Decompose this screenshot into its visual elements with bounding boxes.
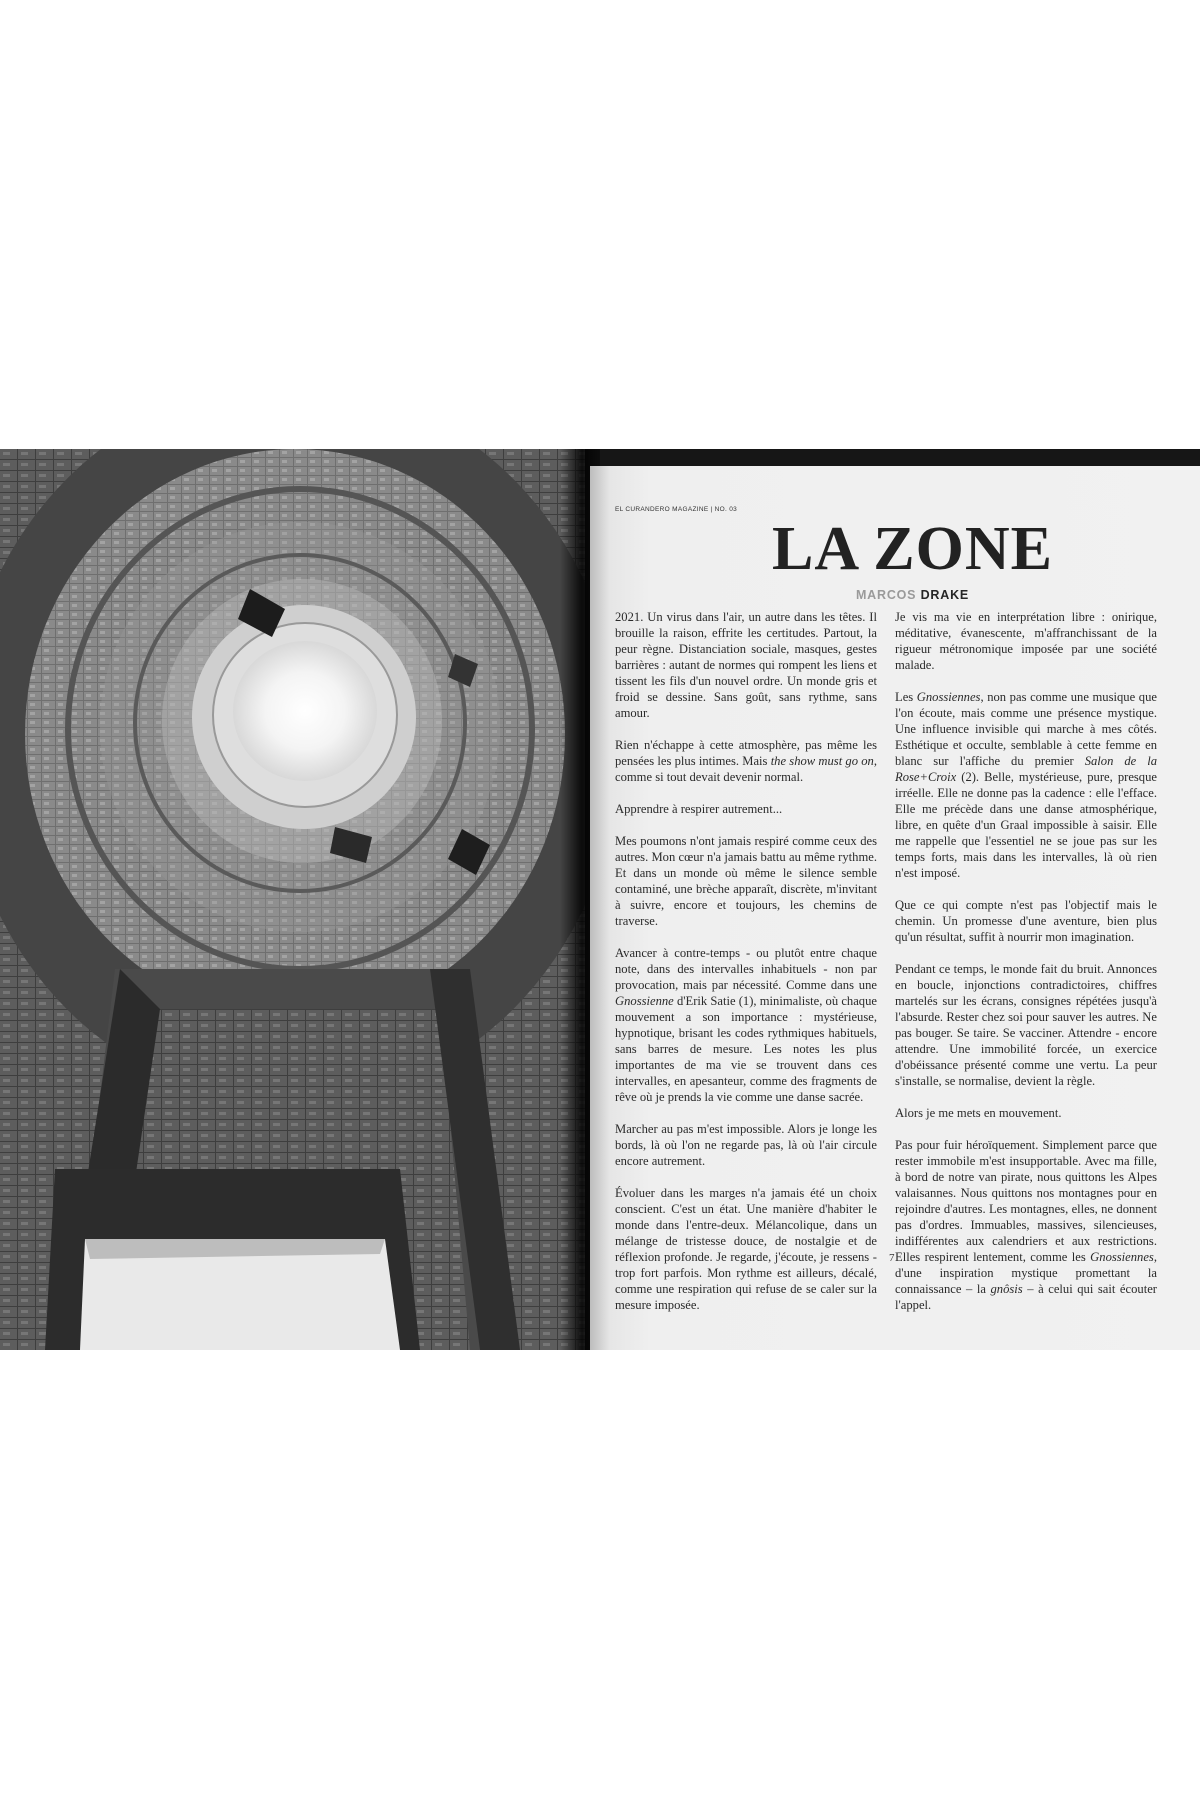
text-run: 2021. Un virus dans l'air, un autre dans les têtes. Il brouille la raison, effrite les certitudes. Partout, la peur règne. Distanciation sociale, masques, gestes barrières : autant de normes qui rompent les liens et tissent les fils d'un nouvel ordre. Un monde gris et froid se dessine. Sans goût, sans rythme, sans amour.: [615, 610, 877, 720]
text-run: Rien n'échappe à cette atmosphère, pas même les pensées les plus intimes. Mais: [615, 738, 877, 768]
author-last-name: DRAKE: [920, 588, 970, 602]
text-run: Marcher au pas m'est impossible. Alors je longe les bords, là où l'on ne regarde pas, là où l'air circule encore autrement.: [615, 1122, 877, 1168]
paragraph: [895, 1137, 1157, 1313]
italic-text: Gnossiennes: [916, 690, 981, 704]
text-run: Avancer à contre-temps - ou plutôt entre chaque note, dans des intervalles inhabituels - non par provocation, mais par nécessité. Comme dans une: [615, 946, 877, 992]
text-run: Que ce qui compte n'est pas l'objectif mais le chemin. Un promesse d'une aventure, bien plus qu'un résultat, suffit à nourrir mon imagination.: [895, 898, 1157, 944]
italic-text: the show must go on: [770, 754, 874, 768]
paragraph: [895, 689, 1157, 881]
text-run: , comme si tout devait devenir normal.: [615, 754, 877, 784]
article-title: LA ZONE: [772, 515, 1053, 583]
author-byline: [590, 588, 1200, 602]
paragraph: [615, 609, 877, 721]
page-number: 7: [889, 1252, 895, 1264]
text-run: Apprendre à respirer autrement...: [615, 802, 783, 816]
italic-text: Salon de la Rose+Croix: [895, 754, 1157, 784]
article-column-right: [895, 609, 1157, 1329]
paragraph: [895, 961, 1157, 1089]
article-column-left: [615, 609, 877, 1329]
photo-page: [0, 449, 585, 1350]
text-run: , non pas comme une musique que l'on écoute, mais comme une présence mystique. Une influence invisible qui marche à mes côtés. Esthétique et occulte, semblable à cette femme en blanc sur l'affiche du premier: [895, 690, 1157, 768]
italic-text: Gnossienne: [615, 994, 674, 1008]
magazine-spread: [0, 449, 1200, 1350]
magazine-label: EL CURANDERO MAGAZINE | NO. 03: [615, 506, 738, 513]
paragraph: [895, 609, 1157, 673]
italic-text: gnôsis: [990, 1282, 1023, 1296]
text-run: Pas pour fuir héroïquement. Simplement parce que rester immobile m'est insupportable. Avec ma fille, à bord de notre van pirate, nous quittons les Alpes valaisannes. Nous quittons nos montagnes pour en rejoindre d'autres. Les montagnes, elles, ne donnent pas d'ordres. Immuables, massives, silencieuses, indifférentes aux calendriers et aux restrictions. Elles respirent lentement, comme les: [895, 1138, 1157, 1264]
text-run: – à celui qui sait écouter l'appel.: [895, 1282, 1157, 1312]
text-run: d'Erik Satie (1), minimaliste, où chaque mouvement a son importance : mystérieuse, hypnotique, brisant les codes rythmiques habituels, sans barres de mesure. Les notes les plus importantes de ma vie se trouvent dans ces intervalles, en apesanteur, comme des fragments de rêve où je prends la vie comme une danse sacrée.: [615, 994, 877, 1104]
text-run: Les: [895, 690, 917, 704]
author-first-name: MARCOS: [855, 588, 917, 602]
text-run: Mes poumons n'ont jamais respiré comme ceux des autres. Mon cœur n'a jamais battu au même rythme. Et dans un monde où même le silence semble contaminé, une brèche apparaît, discrète, m'invitant à suivre, encore et toujours, les chemins de traverse.: [615, 834, 877, 928]
paragraph: [615, 1185, 877, 1313]
italic-text: Gnossiennes: [1090, 1250, 1154, 1264]
text-run: (2). Belle, mystérieuse, pure, presque irréelle. Elle ne donne pas la cadence : elle l'efface. Elle me précède dans une danse atmosphérique, libre, en quête d'un Graal impossible à saisir. Elle me rappelle que l'essentiel ne se joue pas sur les temps forts, mais dans les intervalles, là où rien n'est imposé.: [895, 770, 1157, 880]
paragraph: [615, 737, 877, 785]
text-run: , d'une inspiration mystique promettant la connaissance – la: [895, 1250, 1157, 1296]
text-run: Alors je me mets en mouvement.: [895, 1106, 1062, 1120]
text-page: [590, 466, 1200, 1350]
paragraph: [895, 1105, 1157, 1121]
paragraph: [615, 945, 877, 1105]
paragraph: [615, 833, 877, 929]
paragraph: [615, 801, 877, 817]
text-run: Évoluer dans les marges n'a jamais été un choix conscient. C'est un état. Une manière d'habiter le monde dans l'entre-deux. Mélancolique, dans un mélange de tristesse douce, de nostalgie et de réflexion profonde. Je regarde, j'écoute, je ressens - trop fort parfois. Mon rythme est ailleurs, décalé, comme une respiration qui refuse de se caler sur la mesure imposée.: [615, 1186, 877, 1312]
text-run: Pendant ce temps, le monde fait du bruit. Annonces en boucle, injonctions contradictoires, chiffres martelés sur les écrans, consignes répétées jusqu'à l'absurde. Rester chez soi pour sauver les autres. Ne pas bouger. Se taire. Se vacciner. Attendre - encore attendre. Une immobilité forcée, un exercice d'obéissance présenté comme une vertu. La peur s'installe, se normalise, devient la règle.: [895, 962, 1157, 1088]
paragraph: [615, 1121, 877, 1169]
text-run: Je vis ma vie en interprétation libre : onirique, méditative, évanescente, m'affranchissant de la rigueur métronomique imposée par une société malade.: [895, 610, 1157, 672]
paragraph: [895, 897, 1157, 945]
stone-tower-looking-up-image: [0, 449, 585, 1350]
